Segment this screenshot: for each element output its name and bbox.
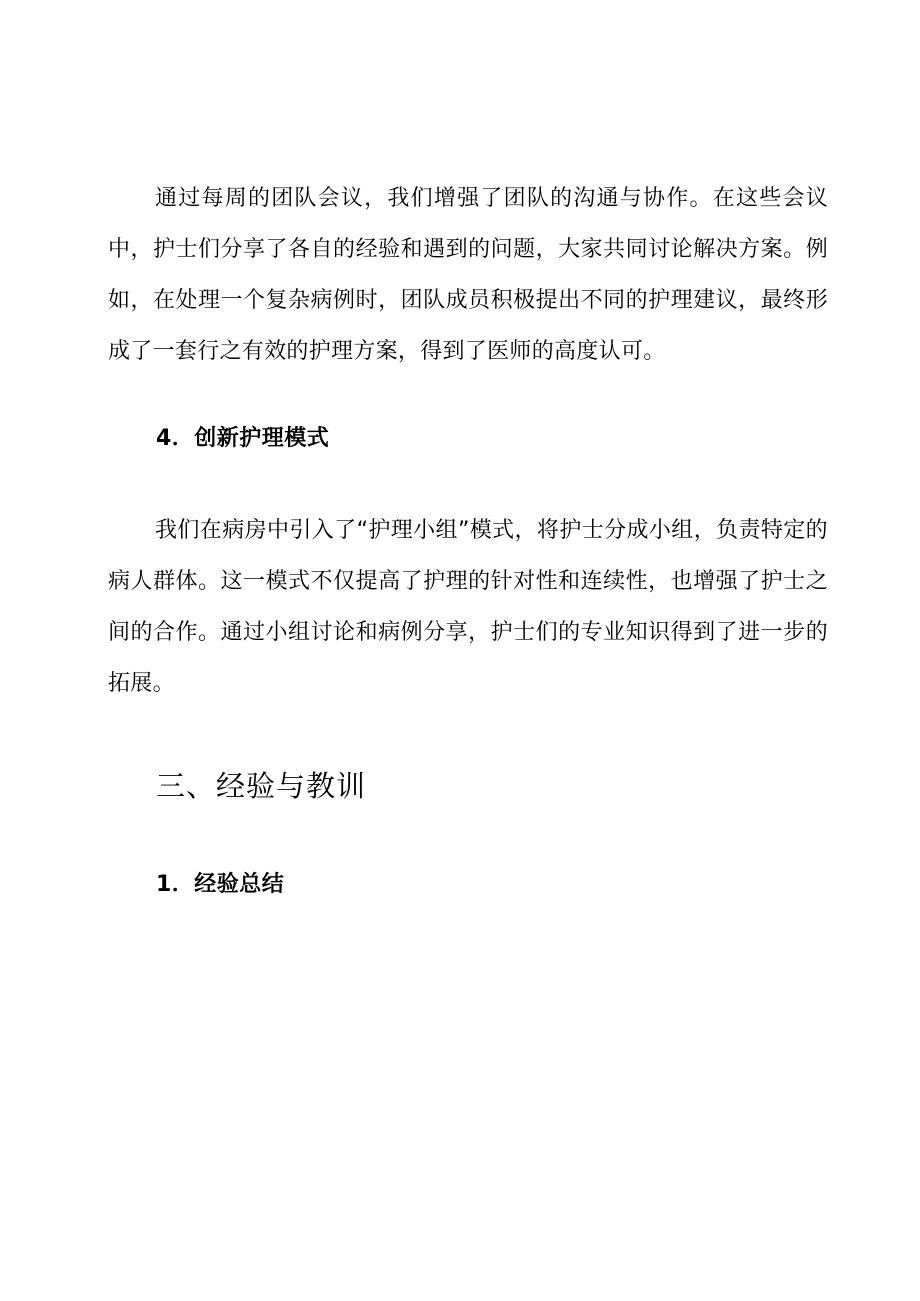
team-meeting-paragraph: 通过每周的团队会议，我们增强了团队的沟通与协作。在这些会议中，护士们分享了各自的经验和遇到的问题，大家共同讨论解决方案。例如，在处理一个复杂病例时，团队成员积极提出不同的护理建议，最终形成了一套行之有效的护理方案，得到了医师的高度认可。 <box>108 186 828 364</box>
experience-summary-subheading: 1．经验总结 <box>156 872 285 897</box>
nursing-group-paragraph: 我们在病房中引入了“护理小组”模式，将护士分成小组，负责特定的病人群体。这一模式不仅提高了护理的针对性和连续性，也增强了护士之间的合作。通过小组讨论和病例分享，护士们的专业知识得到了进一步的拓展。 <box>108 518 828 696</box>
innovation-subheading: 4．创新护理模式 <box>156 426 330 451</box>
section-heading: 三、经验与教训 <box>156 769 367 803</box>
